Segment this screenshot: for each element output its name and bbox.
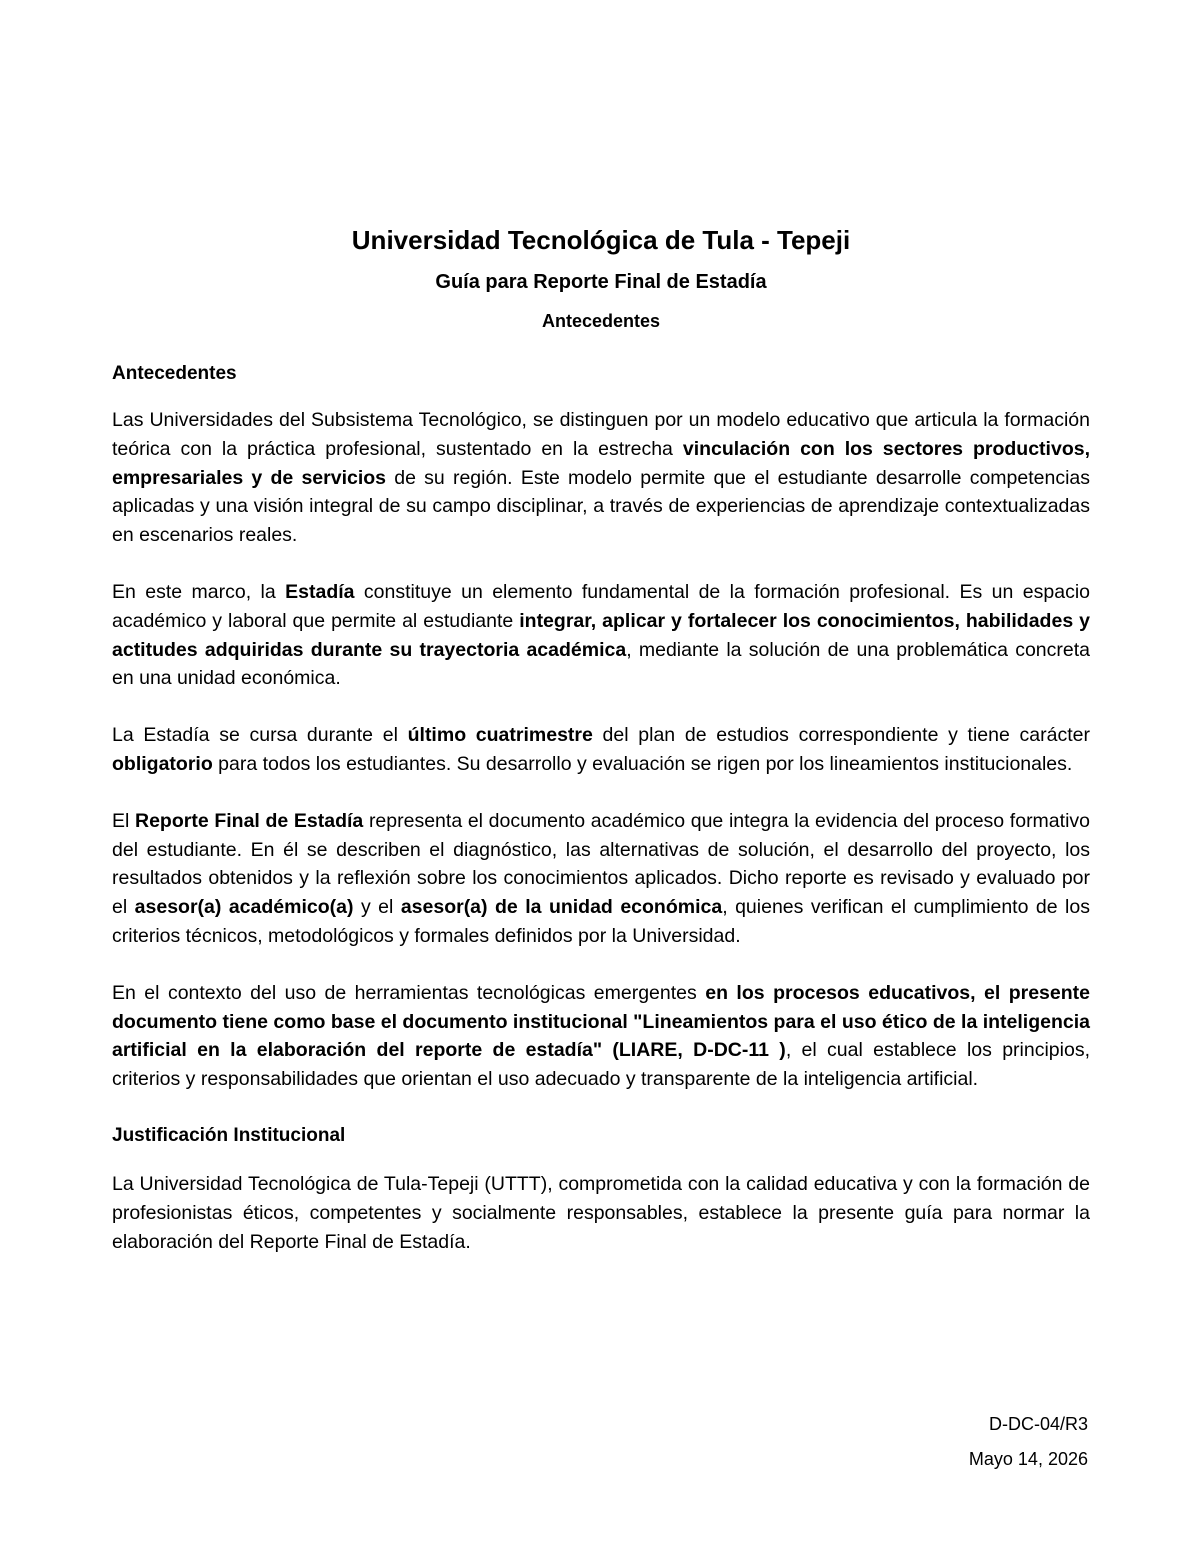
bold-text-run: vinculación con los sectores productivos, empresariales y de servicios [112, 437, 1090, 489]
justificacion-paragraph-1 [112, 1170, 1090, 1256]
text-run: La Estadía se cursa durante el [112, 724, 408, 747]
document-page [112, 222, 1090, 1256]
text-run: La Universidad Tecnológica de Tula-Tepeji (UTTT), comprometida con la calidad educativa y con la formación de profesionistas éticos, competentes y socialmente responsables, establece la presente guía para normar la elaboración del Reporte Final de Estadía. [112, 1172, 1090, 1253]
antecedentes-paragraph-4 [112, 807, 1090, 951]
antecedentes-paragraph-2 [112, 578, 1090, 693]
text-run: El [112, 809, 135, 832]
text-run: y el [353, 896, 401, 919]
bold-text-run: último cuatrimestre [407, 724, 593, 747]
antecedentes-paragraph-5 [112, 979, 1090, 1094]
text-run: En este marco, la [112, 580, 286, 603]
bold-text-run: asesor(a) académico(a) [134, 896, 354, 919]
bold-text-run: en los procesos educativos, el presente documento tiene como base el documento institucional "Lineamientos para el uso ético de la inteligencia artificial en la elaboración del reporte de estadía" (LIARE, D-DC-11 ) [112, 981, 1090, 1062]
text-run: para todos los estudiantes. Su desarrollo y evaluación se rigen por los lineamientos institucionales. [212, 752, 1073, 775]
bold-text-run: Estadía [285, 580, 355, 603]
antecedentes-paragraph-1 [112, 406, 1090, 550]
section-title: Antecedentes [541, 311, 661, 331]
bold-text-run: Reporte Final de Estadía [135, 809, 364, 832]
text-run: , mediante la solución de una problemática concreta en una unidad económica. [112, 638, 1090, 690]
text-run: de su región. Este modelo permite que el estudiante desarrolle competencias aplicadas y una visión integral de su campo disciplinar, a través de experiencias de aprendizaje contextualizadas en escenarios reales. [112, 466, 1091, 547]
text-run: , quienes verifican el cumplimiento de los criterios técnicos, metodológicos y formales definidos por la Universidad. [112, 896, 1090, 947]
text-run: constituye un elemento fundamental de la formación profesional. Es un espacio académico y laboral que permite al estudiante [112, 580, 1090, 632]
bold-text-run: integrar, aplicar y fortalecer los conocimientos, habilidades y actitudes adquiridas durante su trayectoria académica [112, 609, 1090, 661]
justificacion-heading: Justificación Institucional [112, 1124, 346, 1146]
antecedentes-heading: Antecedentes [112, 363, 237, 384]
text-run: Las Universidades del Subsistema Tecnológico, se distinguen por un modelo educativo que articula la formación teórica con la práctica profesional, sustentado en la estrecha [112, 409, 1090, 460]
document-code: D-DC-04/R3 [988, 1414, 1088, 1434]
text-run: En el contexto del uso de herramientas tecnológicas emergentes [112, 981, 706, 1004]
antecedentes-paragraph-3 [112, 721, 1090, 779]
text-run: del plan de estudios correspondiente y tiene carácter [592, 724, 1090, 747]
document-date: Mayo 14, 2026 [968, 1449, 1088, 1469]
text-run: representa el documento académico que integra la evidencia del proceso formativo del estudiante. En él se describen el diagnóstico, las alternativas de solución, el desarrollo del proyecto, los resultados obtenidos y la reflexión sobre los conocimientos aplicados. Dicho reporte es revisado y evaluado por el [112, 809, 1090, 919]
document-title: Universidad Tecnológica de Tula - Tepeji [351, 225, 851, 255]
bold-text-run: obligatorio [112, 752, 213, 775]
bold-text-run: asesor(a) de la unidad económica [400, 896, 723, 919]
document-subtitle: Guía para Reporte Final de Estadía [435, 271, 767, 293]
text-run: , el cual establece los principios, criterios y responsabilidades que orientan el uso adecuado y transparente de la inteligencia artificial. [112, 1039, 1090, 1091]
